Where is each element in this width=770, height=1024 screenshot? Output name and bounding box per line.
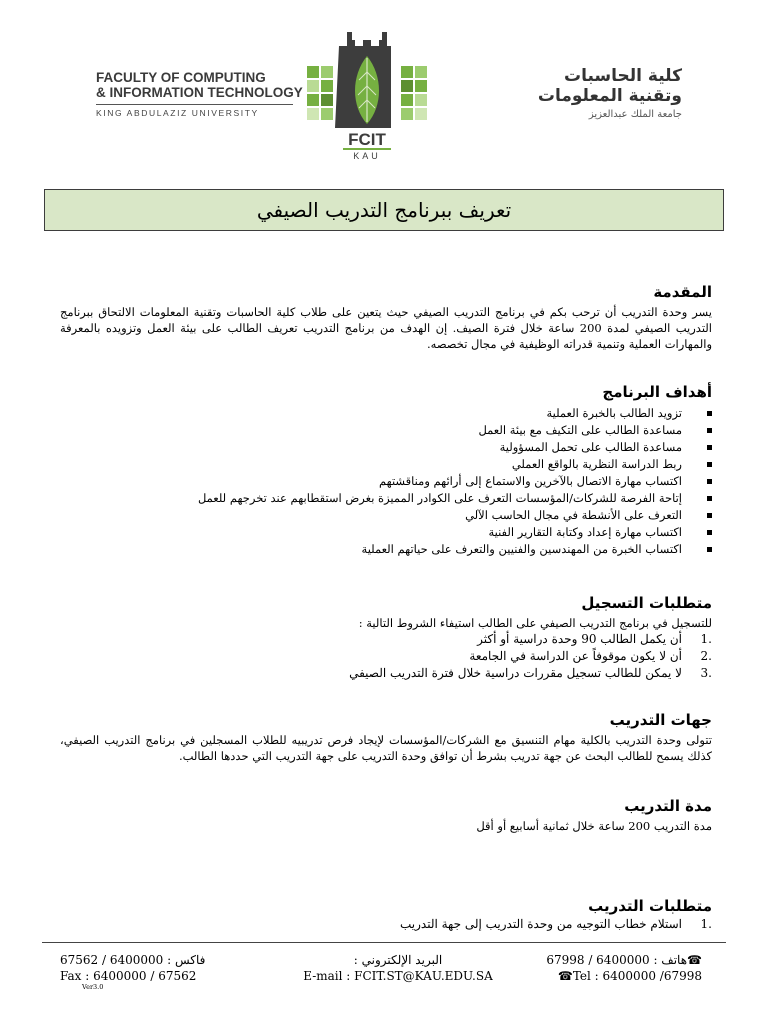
phone-arabic: ☎هاتف : 6400000 / 67998: [546, 953, 702, 967]
english-faculty-name: [96, 70, 303, 118]
intro-section: [60, 282, 712, 352]
list-item: [60, 507, 712, 524]
list-item: [60, 541, 712, 558]
email-arabic: البريد الإلكتروني :: [353, 953, 443, 967]
footer-divider: [42, 942, 726, 943]
item-text: لا يمكن للطالب تسجيل مقررات دراسية خلال فترة التدريب الصيفي: [349, 666, 682, 680]
training-entities-section: [60, 710, 712, 764]
duration-text: مدة التدريب 200 ساعة خلال ثمانية أسابيع أو أقل: [476, 819, 712, 833]
list-item: [60, 648, 712, 665]
logo-text: FCIT: [348, 130, 386, 149]
registration-heading: متطلبات التسجيل: [581, 594, 712, 612]
goal-text: إتاحة الفرصة للشركات/المؤسسات التعرف على الكوادر المميزة بغرض استقطابهم عند تخرجهم للعمل: [197, 491, 682, 505]
english-name-line2: & INFORMATION TECHNOLOGY: [96, 85, 303, 100]
fcit-logo: [303, 28, 431, 160]
english-name-line1: FACULTY OF COMPUTING: [96, 70, 266, 85]
goal-text: التعرف على الأنشطة في مجال الحاسب الآلي: [465, 508, 682, 522]
email-english[interactable]: E-mail : FCIT.ST@KAU.EDU.SA: [303, 969, 493, 983]
item-number: 2.: [700, 649, 712, 663]
list-item: [60, 473, 712, 490]
list-item: [60, 422, 712, 439]
bullet-square-icon: [707, 547, 712, 552]
fax-english: Fax : 6400000 / 67562: [60, 969, 197, 983]
goal-text: مساعدة الطالب على تحمل المسؤولية: [499, 440, 682, 454]
item-text: أن لا يكون موقوفاً عن الدراسة في الجامعة: [469, 649, 682, 663]
goal-text: ربط الدراسة النظرية بالواقع العملي: [511, 457, 682, 471]
intro-heading: المقدمة: [653, 283, 712, 301]
goals-heading: أهداف البرنامج: [602, 383, 712, 401]
registration-section: [60, 593, 712, 682]
fax-arabic: فاكس : 6400000 / 67562: [60, 953, 206, 967]
list-item: [60, 631, 712, 648]
bullet-square-icon: [707, 445, 712, 450]
item-number: 1.: [700, 917, 712, 931]
arabic-faculty-name: [482, 66, 682, 120]
document-title-box: [44, 189, 724, 231]
goal-text: اكتساب مهارة الاتصال بالآخرين والاستماع إلى أرائهم ومناقشتهم: [379, 474, 682, 488]
goals-list: [60, 405, 712, 558]
training-entities-text: تتولى وحدة التدريب بالكلية مهام التنسيق مع الشركات/المؤسسات لإيجاد فرص تدريبيه للطلاب المسجلين في برنامج التدريب الصيفي، كذلك يسمح للطالب البحث عن جهة تدريب بشرط أن توافق وحدة التدريب على جهة التدريب التي حددها الطالب.: [60, 733, 712, 763]
item-number: 3.: [700, 666, 712, 680]
bullet-square-icon: [707, 496, 712, 501]
list-item: [60, 405, 712, 422]
list-item: [60, 916, 712, 933]
list-item: [60, 439, 712, 456]
goal-text: تزويد الطالب بالخبرة العملية: [546, 406, 682, 420]
footer-fax: [60, 952, 205, 984]
footer-phone: [546, 952, 702, 984]
registration-list: [60, 631, 712, 682]
duration-heading: مدة التدريب: [624, 797, 712, 815]
list-item: [60, 524, 712, 541]
registration-intro: للتسجيل في برنامج التدريب الصيفي على الطالب استيفاء الشروط التالية :: [358, 616, 712, 630]
document-title: تعريف ببرنامج التدريب الصيفي: [256, 198, 512, 222]
version-label: Ver3.0: [82, 983, 104, 991]
arabic-name-line2: وتقنية المعلومات: [537, 86, 682, 106]
item-text: أن يكمل الطالب 90 وحدة دراسية أو أكثر: [477, 632, 682, 646]
logo-subtext: KAU: [353, 151, 381, 160]
training-entities-heading: جهات التدريب: [609, 711, 712, 729]
list-item: [60, 665, 712, 682]
duration-section: [60, 796, 712, 834]
page-header: [0, 0, 770, 170]
bullet-square-icon: [707, 530, 712, 535]
training-requirements-list: [60, 916, 712, 933]
english-university-name: KING ABDULAZIZ UNIVERSITY: [96, 108, 259, 118]
arabic-name-line1: كلية الحاسبات: [564, 66, 682, 86]
list-item: [60, 490, 712, 507]
item-text: استلام خطاب التوجيه من وحدة التدريب إلى جهة التدريب: [399, 917, 682, 931]
bullet-square-icon: [707, 513, 712, 518]
arabic-university-name: جامعة الملك عبدالعزيز: [588, 109, 682, 120]
goal-text: اكتساب مهارة إعداد وكتابة التقارير الفنية: [488, 525, 682, 539]
footer-email: [298, 952, 498, 984]
phone-english: ☎Tel : 6400000 /67998: [557, 969, 702, 983]
goal-text: اكتساب الخبرة من المهندسين والفنيين والتعرف على حياتهم العملية: [361, 542, 682, 556]
training-requirements-section: [60, 896, 712, 933]
goal-text: مساعدة الطالب على التكيف مع بيئة العمل: [478, 423, 682, 437]
bullet-square-icon: [707, 428, 712, 433]
bullet-square-icon: [707, 462, 712, 467]
bullet-square-icon: [707, 479, 712, 484]
list-item: [60, 456, 712, 473]
english-name-divider: [96, 104, 293, 105]
item-number: 1.: [700, 632, 712, 646]
bullet-square-icon: [707, 411, 712, 416]
training-requirements-heading: متطلبات التدريب: [588, 897, 712, 915]
intro-text: يسر وحدة التدريب أن ترحب بكم في برنامج التدريب الصيفي حيث يتعين على طلاب كلية الحاسبات وتقنية المعلومات الالتحاق ببرنامج التدريب الصيفي لمدة 200 ساعة خلال فترة الصيف. إن الهدف من برنامج التدريب تعريف الطالب على بيئة العمل وتزويده بالمعرفة والمهارات العملية وتنمية قدراته الوظيفية في مجال تخصصه.: [60, 305, 712, 351]
goals-section: [60, 382, 712, 558]
